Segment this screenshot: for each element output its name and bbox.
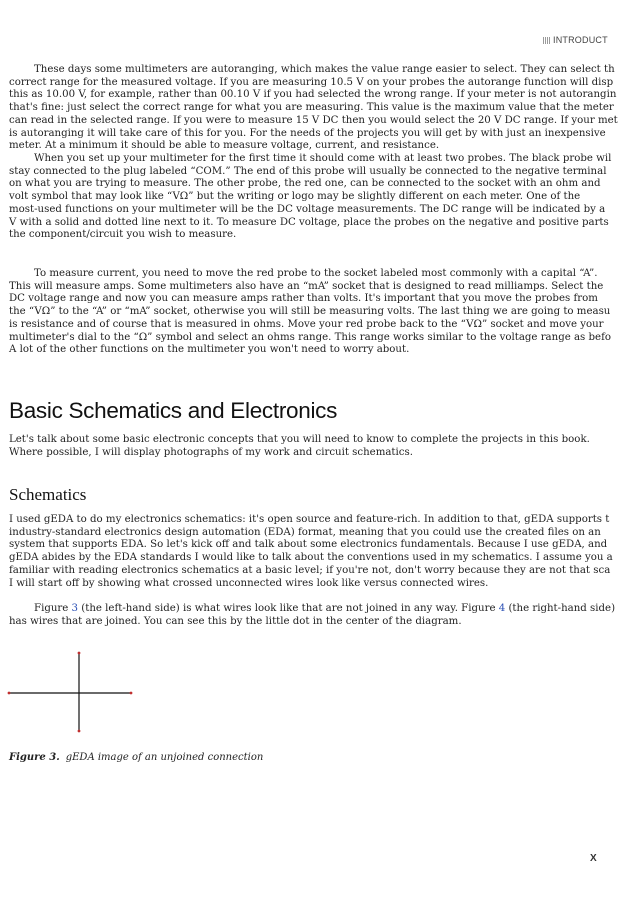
text-line: that's fine: just select the correct range for what you are measuring. This value is the maximum value that the meter	[9, 102, 614, 114]
figure-caption-text: gEDA image of an unjoined connection	[65, 752, 264, 763]
multimeter-para-3	[9, 268, 629, 357]
text-line: stay connected to the plug labeled “COM.” The end of this probe will usually be connected to the negative terminal	[9, 165, 607, 177]
multimeter-para-2	[9, 153, 629, 242]
text-line: This will measure amps. Some multimeters also have an “mA” socket that is designed to read milliamps. Select the	[9, 280, 604, 292]
wire-endpoint	[8, 692, 11, 695]
figure-caption	[9, 752, 263, 763]
text-line: DC voltage range and now you can measure amps rather than volts. It's important that you move the probes from	[9, 293, 598, 305]
text-line: Where possible, I will display photographs of my work and circuit schematics.	[9, 446, 413, 458]
text-line: the “VΩ” to the “A” or “mA” socket, otherwise you will still be measuring volts. The last thing we are going to measu	[9, 306, 611, 318]
text-line: I used gEDA to do my electronics schematics: it's open source and feature-rich. In addition to that, gEDA supports t	[9, 514, 610, 525]
text-line: this as 10.00 V, for example, rather than 00.10 V if you had selected the wrong range. If your meter is not autorangin	[9, 89, 617, 101]
running-header-text: INTRODUCT	[553, 35, 608, 45]
wire-endpoint	[78, 730, 81, 733]
text-line: correct range for the measured voltage. If you are measuring 10.5 V on your probes the autorange function will disp	[9, 76, 614, 88]
text-line: I will start off by showing what crossed unconnected wires look like versus connected wires.	[9, 577, 489, 589]
text-line: industry-standard electronics design automation (EDA) format, meaning that you could use the created files on an	[9, 526, 601, 538]
text-line: system that supports EDA. So let's kick off and talk about some electronics fundamentals. Because I use gEDA, and	[9, 539, 608, 551]
section-heading: Basic Schematics and Electronics	[9, 398, 338, 423]
figure-3-image	[9, 652, 159, 732]
text-line: most-used functions on your multimeter will be the DC voltage measurements. The DC range will be indicated by a	[9, 203, 606, 215]
figure-3-link[interactable]: 3	[71, 603, 79, 614]
text-line: Let's talk about some basic electronic concepts that you will need to know to complete the projects in this book.	[9, 434, 590, 445]
text-line: has wires that are joined. You can see this by the little dot in the center of the diagram.	[9, 615, 462, 627]
text-line: volt symbol that may look like “VΩ” but the writing or logo may be slightly different on each meter. One of the	[9, 191, 581, 203]
figure-label: Figure 3.	[9, 752, 60, 763]
text-line: the component/circuit you wish to measure.	[9, 229, 237, 241]
text-line: V with a solid and dotted line next to it. To measure DC voltage, place the probes on the negative and positive parts	[9, 216, 609, 228]
header-bars-icon	[543, 37, 551, 44]
text-run: (the right-hand side)	[505, 603, 616, 614]
text-line: When you set up your multimeter for the first time it should come with at least two probes. The black probe wil	[34, 153, 612, 164]
text-line: familiar with reading electronics schematics at a basic level; if you're not, don't worry because they are not that sca	[9, 564, 611, 576]
text-line: on what you are trying to measure. The other probe, the red one, can be connected to the socket with an ohm and	[9, 178, 601, 190]
page-number: X	[590, 853, 597, 864]
text-line	[9, 603, 629, 616]
section-intro	[9, 434, 629, 459]
text-run: (the left-hand side) is what wires look like that are not joined in any way. Figure	[78, 603, 499, 614]
wire-endpoint	[130, 692, 133, 695]
text-line: A lot of the other functions on the multimeter you won't need to worry about.	[9, 344, 410, 356]
text-line: To measure current, you need to move the red probe to the socket labeled most commonly with a capital “A”.	[34, 268, 598, 279]
text-line: gEDA abides by the EDA standards I would like to talk about the conventions used in my schematics. I assume you a	[9, 552, 613, 564]
text-line: is resistance and of course that is measured in ohms. Move your red probe back to the “VΩ” socket and move your	[9, 318, 604, 330]
wire-endpoint	[78, 652, 81, 655]
running-header	[543, 35, 608, 45]
text-line: multimeter's dial to the “Ω” symbol and select an ohms range. This range works similar to the voltage range as befo	[9, 331, 611, 343]
text-line: is autoranging it will take care of this for you. For the needs of the projects you will get by with just an inexpensive	[9, 127, 606, 139]
figure-4-link[interactable]: 4	[498, 603, 506, 614]
text-line: can read in the selected range. If you were to measure 15 V DC then you would select the 20 V DC range. If your met	[9, 114, 618, 126]
schematics-para-1	[9, 514, 629, 590]
multimeter-para-1	[9, 64, 629, 153]
text-run: Figure	[34, 603, 72, 614]
subsection-heading: Schematics	[9, 485, 87, 504]
text-line: meter. At a minimum it should be able to measure voltage, current, and resistance.	[9, 140, 440, 152]
schematics-para-2	[9, 603, 629, 628]
text-line: These days some multimeters are autoranging, which makes the value range easier to select. They can select th	[34, 64, 615, 75]
unjoined-wires-diagram	[9, 652, 159, 732]
